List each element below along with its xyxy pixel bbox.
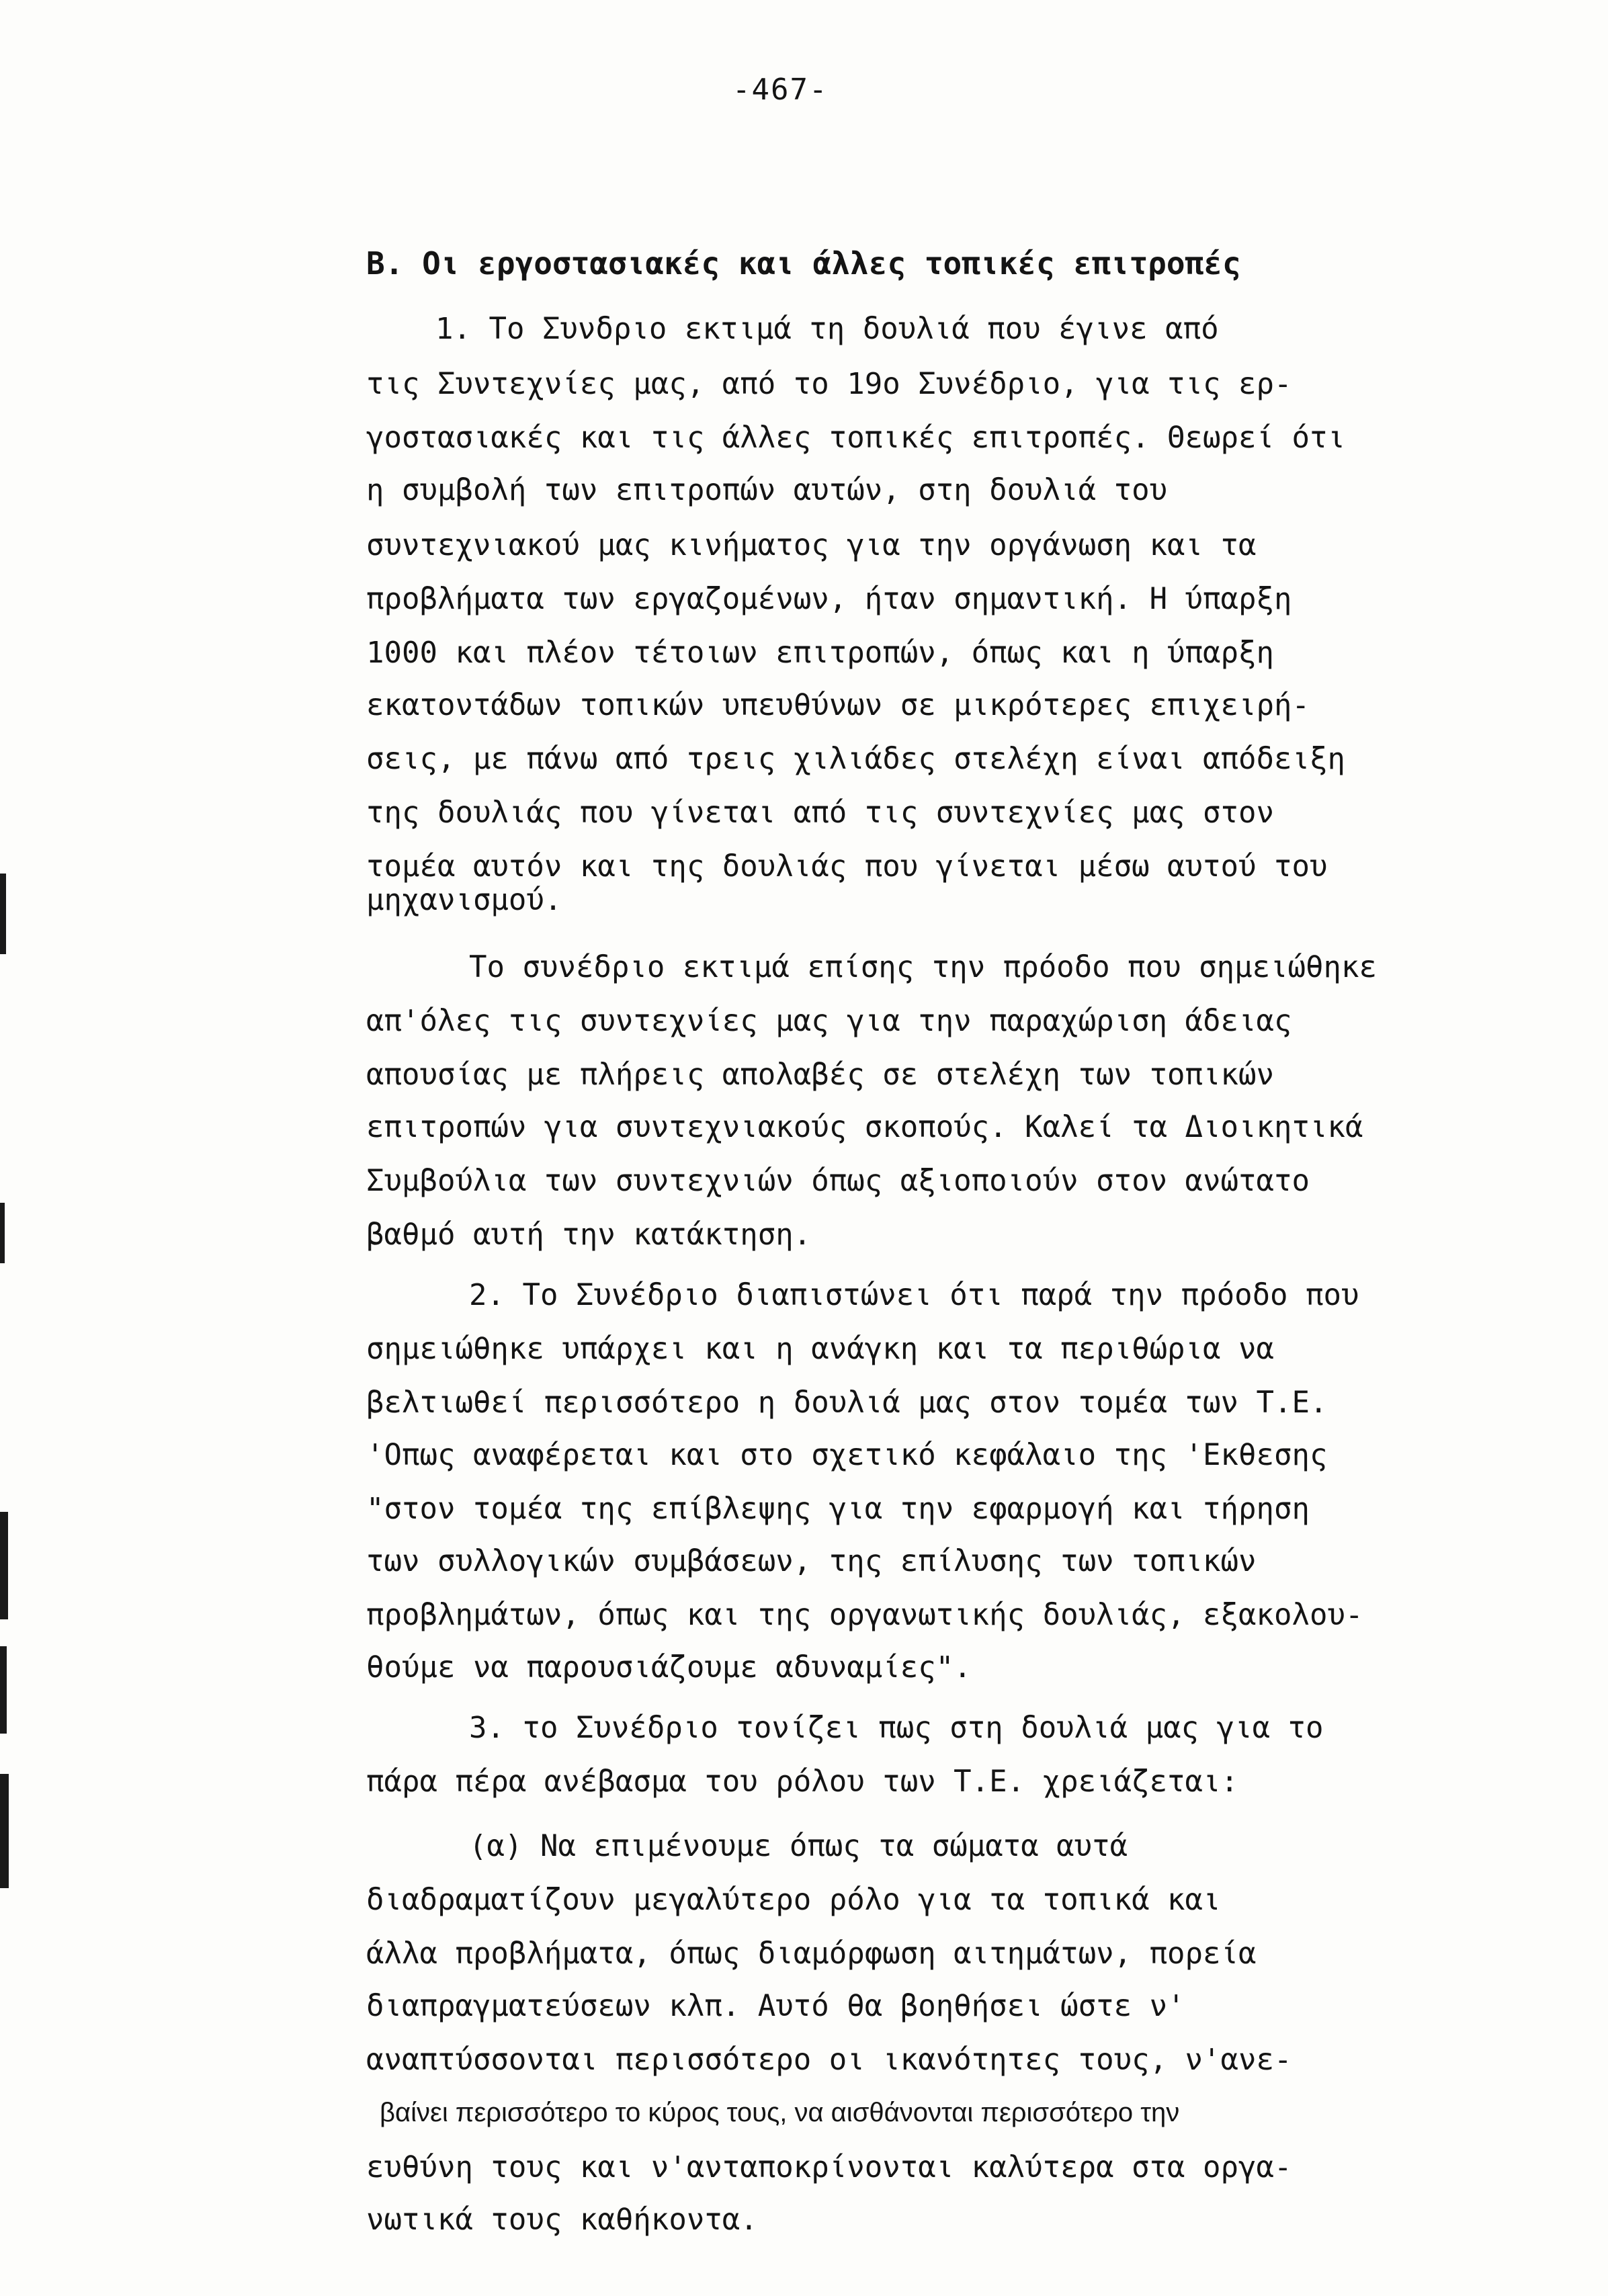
text-line: τομέα αυτόν και της δουλιάς που γίνεται μέσω αυτού του xyxy=(366,849,1328,884)
text-line: απ'όλες τις συντεχνίες μας για την παραχώριση άδειας xyxy=(366,1004,1292,1038)
text-line: Συμβούλια των συντεχνιών όπως αξιοποιούν στον ανώτατο xyxy=(366,1164,1310,1198)
text-line: των συλλογικών συμβάσεων, της επίλυσης των τοπικών xyxy=(366,1544,1257,1578)
text-line: νωτικά τους καθήκοντα. xyxy=(366,2203,758,2237)
text-line: 1000 και πλέον τέτοιων επιτροπών, όπως και η ύπαρξη xyxy=(366,636,1275,670)
scan-edge-mark xyxy=(0,1512,8,1619)
text-line: προβλήματα των εργαζομένων, ήταν σημαντική. Η ύπαρξη xyxy=(366,582,1292,616)
scan-edge-mark xyxy=(0,874,6,954)
text-line: "στον τομέα της επίβλεψης για την εφαρμογή και τήρηση xyxy=(366,1492,1310,1526)
text-line: η συμβολή των επιτροπών αυτών, στη δουλιά του xyxy=(366,473,1168,507)
text-line: πάρα πέρα ανέβασμα του ρόλου των Τ.Ε. χρειάζεται: xyxy=(366,1764,1239,1799)
text-line: διαπραγματεύσεων κλπ. Αυτό θα βοηθήσει ώστε ν' xyxy=(366,1989,1185,2023)
text-line: της δουλιάς που γίνεται από τις συντεχνίες μας στον xyxy=(366,796,1275,830)
text-line: βαθμό αυτή την κατάκτηση. xyxy=(366,1218,812,1252)
scan-edge-mark xyxy=(0,1646,7,1734)
text-line: συντεχνιακού μας κινήματος για την οργάνωση και τα xyxy=(366,528,1257,562)
text-line: προβλημάτων, όπως και της οργανωτικής δουλιάς, εξακολου- xyxy=(366,1598,1363,1632)
text-line: μηχανισμού. xyxy=(366,883,562,917)
text-line: διαδραματίζουν μεγαλύτερο ρόλο για τα τοπικά και xyxy=(366,1883,1221,1917)
text-line: 3. το Συνέδριο τονίζει πως στη δουλιά μας για το xyxy=(469,1711,1324,1745)
page-number: -467- xyxy=(732,73,829,107)
text-line: σεις, με πάνω από τρεις χιλιάδες στελέχη είναι απόδειξη xyxy=(366,742,1345,776)
section-heading: Β. Οι εργοστασιακές και άλλες τοπικές επιτροπές xyxy=(366,245,1241,282)
text-line: βελτιωθεί περισσότερο η δουλιά μας στον τομέα των Τ.Ε. xyxy=(366,1386,1328,1420)
text-line: 1. Το Συνδριο εκτιμά τη δουλιά που έγινε από xyxy=(435,312,1219,346)
text-line: εκατοντάδων τοπικών υπευθύνων σε μικρότερες επιχειρή- xyxy=(366,688,1310,722)
text-line: άλλα προβλήματα, όπως διαμόρφωση αιτημάτων, πορεία xyxy=(366,1937,1257,1971)
text-line: βαίνει περισσότερο το κύρος τους, να αισθάνονται περισσότερο την xyxy=(380,2098,1180,2127)
text-line: (α) Να επιμένουμε όπως τα σώματα αυτά xyxy=(469,1829,1128,1863)
text-line: σημειώθηκε υπάρχει και η ανάγκη και τα περιθώρια να xyxy=(366,1332,1275,1366)
text-line: θούμε να παρουσιάζουμε αδυναμίες". xyxy=(366,1650,972,1685)
text-line: 'Οπως αναφέρεται και στο σχετικό κεφάλαιο της 'Εκθεσης xyxy=(366,1438,1328,1472)
scan-edge-mark xyxy=(0,1203,5,1263)
text-line: ευθύνη τους και ν'ανταποκρίνονται καλύτερα στα οργα- xyxy=(366,2150,1292,2184)
text-line: Το συνέδριο εκτιμά επίσης την πρόοδο που σημειώθηκε xyxy=(469,950,1378,984)
text-line: αναπτύσσονται περισσότερο οι ικανότητες τους, ν'ανε- xyxy=(366,2043,1292,2077)
text-line: απουσίας με πλήρεις απολαβές σε στελέχη των τοπικών xyxy=(366,1058,1275,1092)
text-line: 2. Το Συνέδριο διαπιστώνει ότι παρά την πρόοδο που xyxy=(469,1278,1359,1312)
scan-edge-mark xyxy=(0,1774,9,1888)
text-line: γοστασιακές και τις άλλες τοπικές επιτροπές. Θεωρεί ότι xyxy=(366,421,1345,455)
text-line: επιτροπών για συντεχνιακούς σκοπούς. Καλεί τα Διοικητικά xyxy=(366,1110,1363,1144)
text-line: τις Συντεχνίες μας, από το 19ο Συνέδριο, για τις ερ- xyxy=(366,367,1292,401)
